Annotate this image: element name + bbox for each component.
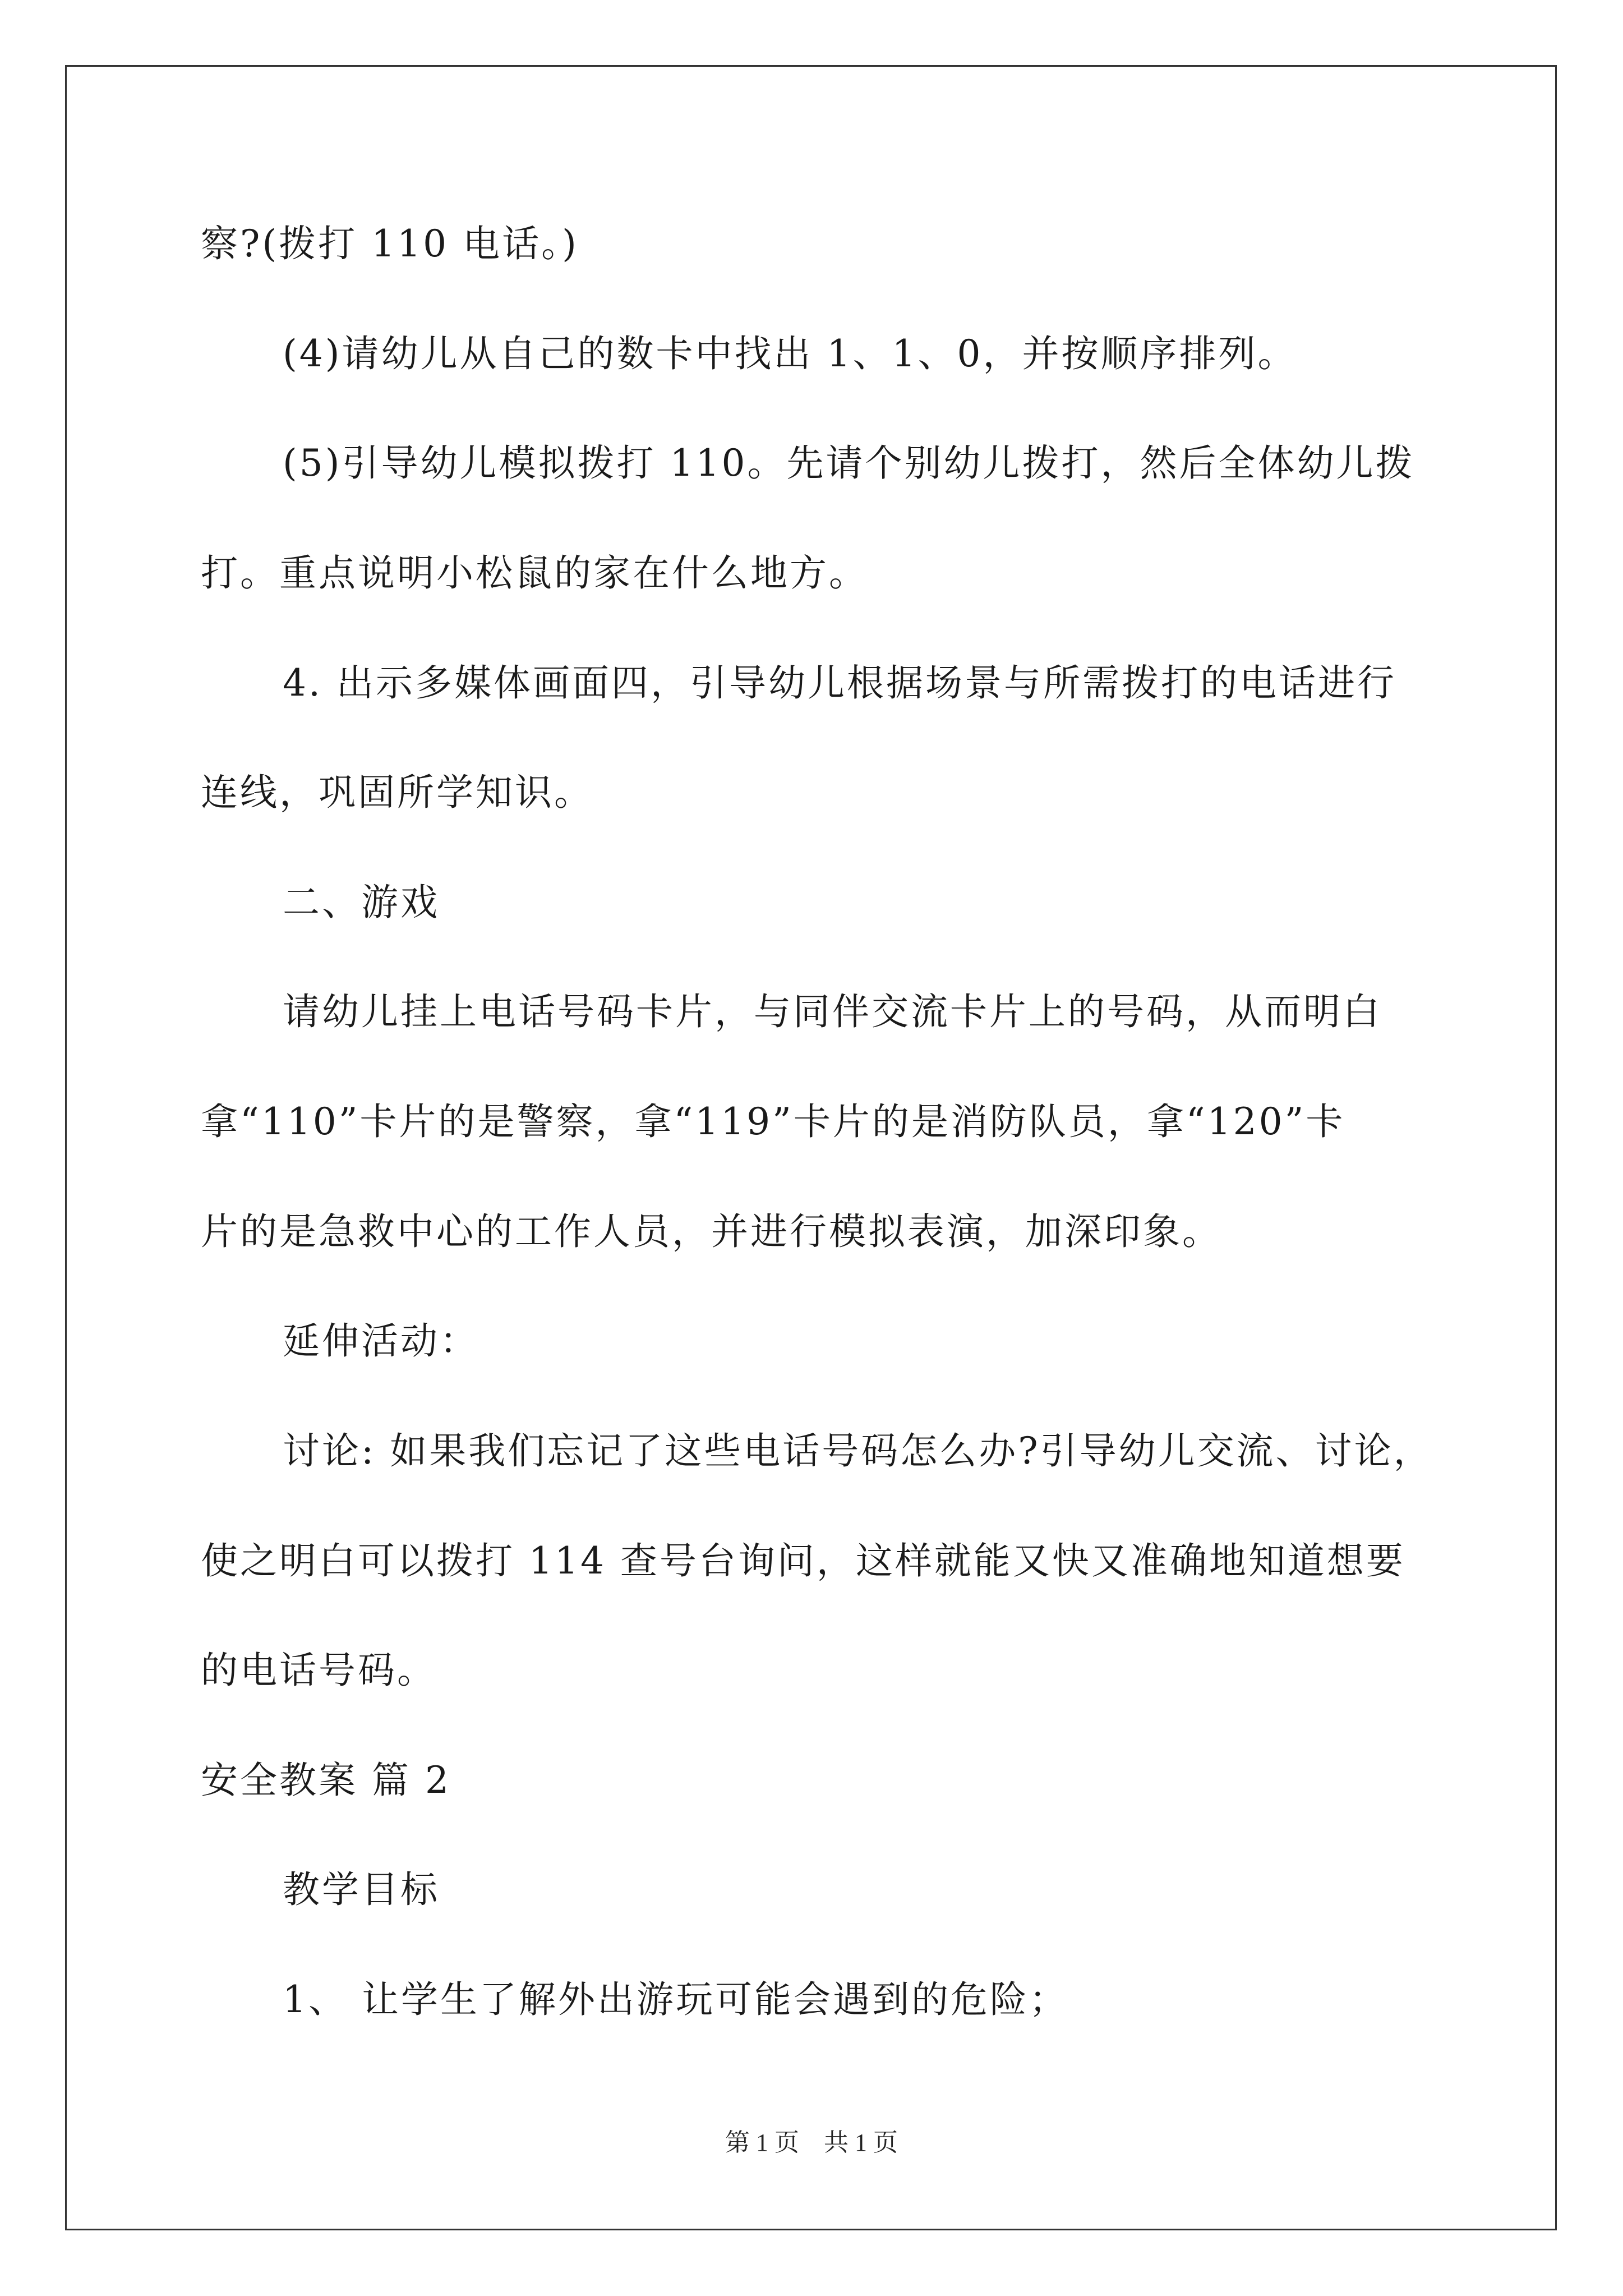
text-line: 察?(拨打 110 电话。) <box>201 222 579 265</box>
doc-title: 安全教案 篇 2 <box>201 1759 451 1802</box>
text-line: 连线，巩固所学知识。 <box>201 771 593 814</box>
text-line: 请幼儿挂上电话号码卡片，与同伴交流卡片上的号码，从而明白 <box>283 990 1382 1033</box>
text-line: (5)引导幼儿模拟拨打 110。先请个别幼儿拨打，然后全体幼儿拨 <box>283 441 1415 485</box>
text-line: 打。重点说明小松鼠的家在什么地方。 <box>201 551 868 595</box>
text-line: 的电话号码。 <box>201 1649 436 1692</box>
page-footer: 第 1 页 共 1 页 <box>725 2129 898 2156</box>
section-heading: 延伸活动： <box>283 1319 479 1363</box>
text-line: 讨论: 如果我们忘记了这些电话号码怎么办?引导幼儿交流、讨论， <box>283 1429 1433 1473</box>
section-heading: 教学目标 <box>283 1868 440 1911</box>
text-line: 拿“110”卡片的是警察，拿“119”卡片的是消防队员，拿“120”卡 <box>201 1100 1345 1143</box>
text-line: 使之明白可以拨打 114 查号台询问，这样就能又快又准确地知道想要 <box>201 1539 1405 1582</box>
section-heading: 二、游戏 <box>283 881 440 924</box>
text-line-overflow: 1、 让学生了解外出游玩可能会遇到的危险； <box>283 1978 1068 2021</box>
text-line: (4)请幼儿从自己的数卡中找出 1、1、0，并按顺序排列。 <box>283 332 1297 375</box>
text-line: 4. 出示多媒体画面四，引导幼儿根据场景与所需拨打的电话进行 <box>283 661 1396 705</box>
text-line: 片的是急救中心的工作人员，并进行模拟表演，加深印象。 <box>201 1210 1221 1253</box>
